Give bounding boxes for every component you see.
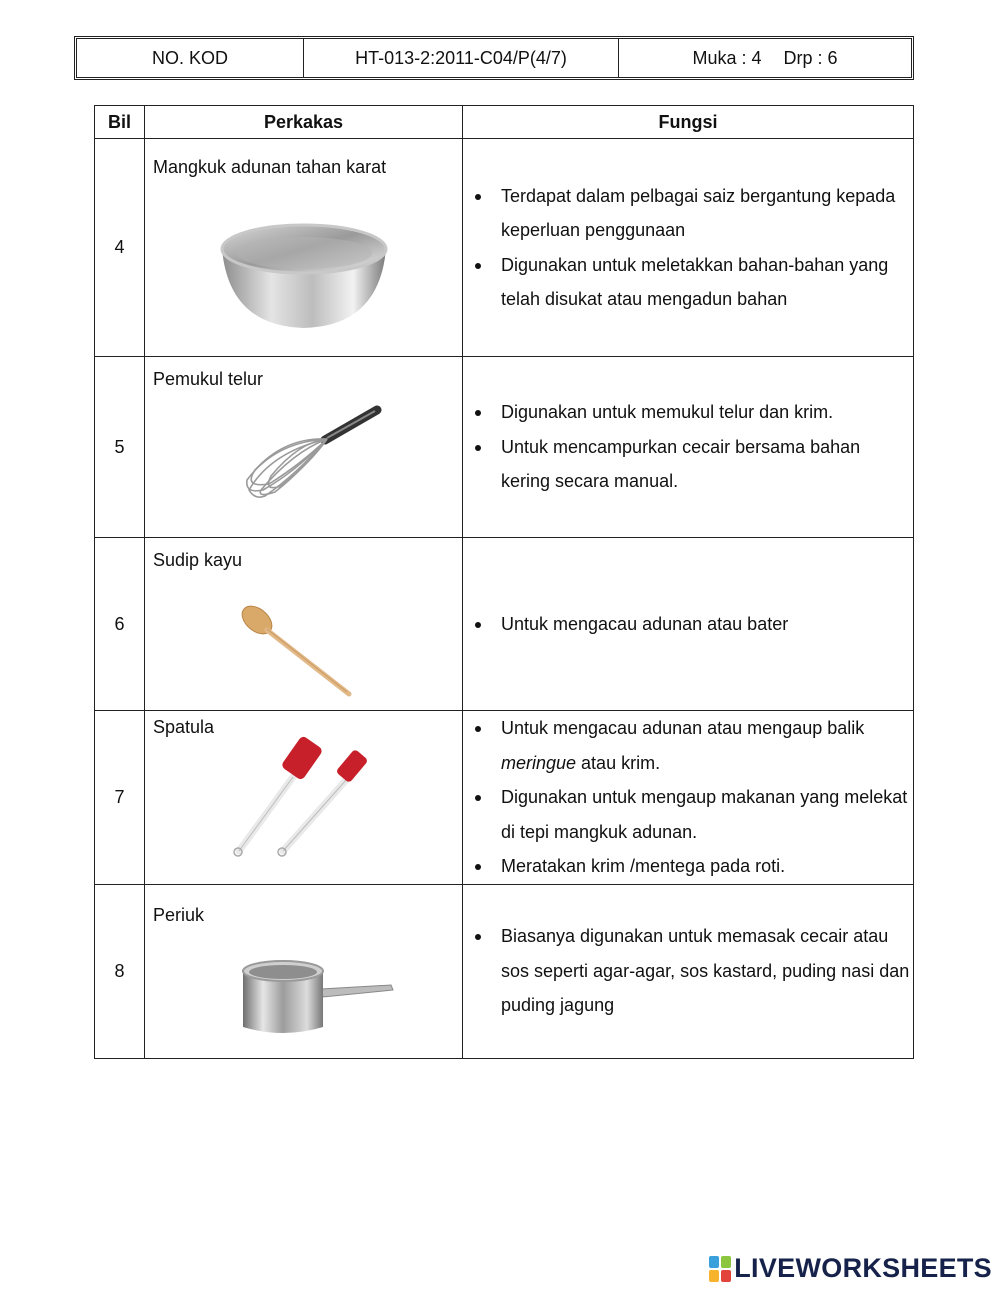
spatula-icon [227, 735, 387, 860]
tool-cell [145, 357, 463, 538]
table-header-row [95, 106, 914, 139]
tool-name: Spatula [153, 717, 215, 737]
mixing-bowl-icon [219, 221, 389, 331]
header-function: Fungsi [463, 106, 914, 139]
tool-name: Periuk [153, 904, 205, 925]
tool-cell [145, 884, 463, 1058]
tool-name: Mangkuk adunan tahan karat [153, 157, 387, 177]
function-text: atau krim. [576, 752, 661, 773]
header-tool: Perkakas [145, 106, 463, 139]
function-item: Terdapat dalam pelbagai saiz bergantung kepada keperluan penggunaan [471, 179, 913, 248]
function-item: Meratakan krim /mentega pada roti. [471, 849, 913, 884]
function-list [463, 395, 913, 499]
logo-square [709, 1270, 719, 1282]
equipment-table [94, 105, 914, 1059]
function-text: Untuk mengacau adunan atau mengaup balik [501, 718, 865, 738]
tool-cell [145, 538, 463, 711]
row-number: 6 [95, 538, 145, 711]
wooden-spoon-icon [237, 600, 357, 700]
logo-square [721, 1270, 731, 1282]
page-info [619, 39, 911, 77]
row-number: 7 [95, 711, 145, 885]
whisk-icon [235, 402, 385, 502]
function-list [463, 607, 913, 642]
function-item: Biasanya digunakan untuk memasak cecair atau sos seperti agar-agar, sos kastard, puding nasi dan puding jagung [471, 919, 913, 1023]
page-total: Drp : 6 [783, 47, 838, 68]
saucepan-icon [241, 959, 401, 1039]
function-list [463, 179, 913, 317]
row-number: 4 [95, 139, 145, 357]
function-item [471, 711, 913, 780]
logo-text: LIVEWORKSHEETS [734, 1253, 992, 1283]
row-number: 8 [95, 884, 145, 1058]
tool-cell [145, 711, 463, 885]
table-row [95, 711, 914, 885]
function-list [463, 711, 913, 884]
code-label: NO. KOD [77, 39, 304, 77]
tool-name: Sudip kayu [153, 550, 243, 570]
tool-name: Pemukul telur [153, 369, 264, 389]
row-number: 5 [95, 357, 145, 538]
table-row [95, 357, 914, 538]
liveworksheets-logo[interactable] [709, 1253, 992, 1284]
table-row [95, 139, 914, 357]
logo-mark-icon [709, 1256, 731, 1282]
function-item: Digunakan untuk meletakkan bahan-bahan yang telah disukat atau mengadun bahan [471, 248, 913, 317]
function-item: Digunakan untuk memukul telur dan krim. [471, 395, 913, 430]
tool-cell [145, 139, 463, 357]
function-cell [463, 884, 914, 1058]
logo-square [709, 1256, 719, 1268]
function-item: Untuk mencampurkan cecair bersama bahan kering secara manual. [471, 430, 913, 499]
function-list [463, 919, 913, 1023]
table-row [95, 884, 914, 1058]
function-italic-term: meringue [501, 752, 577, 773]
function-cell [463, 357, 914, 538]
code-value: HT-013-2:2011-C04/P(4/7) [304, 39, 619, 77]
logo-square [721, 1256, 731, 1268]
function-cell [463, 538, 914, 711]
header-bil: Bil [95, 106, 145, 139]
function-cell [463, 711, 914, 885]
table-row [95, 538, 914, 711]
function-item: Untuk mengacau adunan atau bater [471, 607, 913, 642]
function-item: Digunakan untuk mengaup makanan yang melekat di tepi mangkuk adunan. [471, 780, 913, 849]
page-number: Muka : 4 [692, 47, 762, 68]
document-code-header [74, 36, 914, 80]
function-cell [463, 139, 914, 357]
